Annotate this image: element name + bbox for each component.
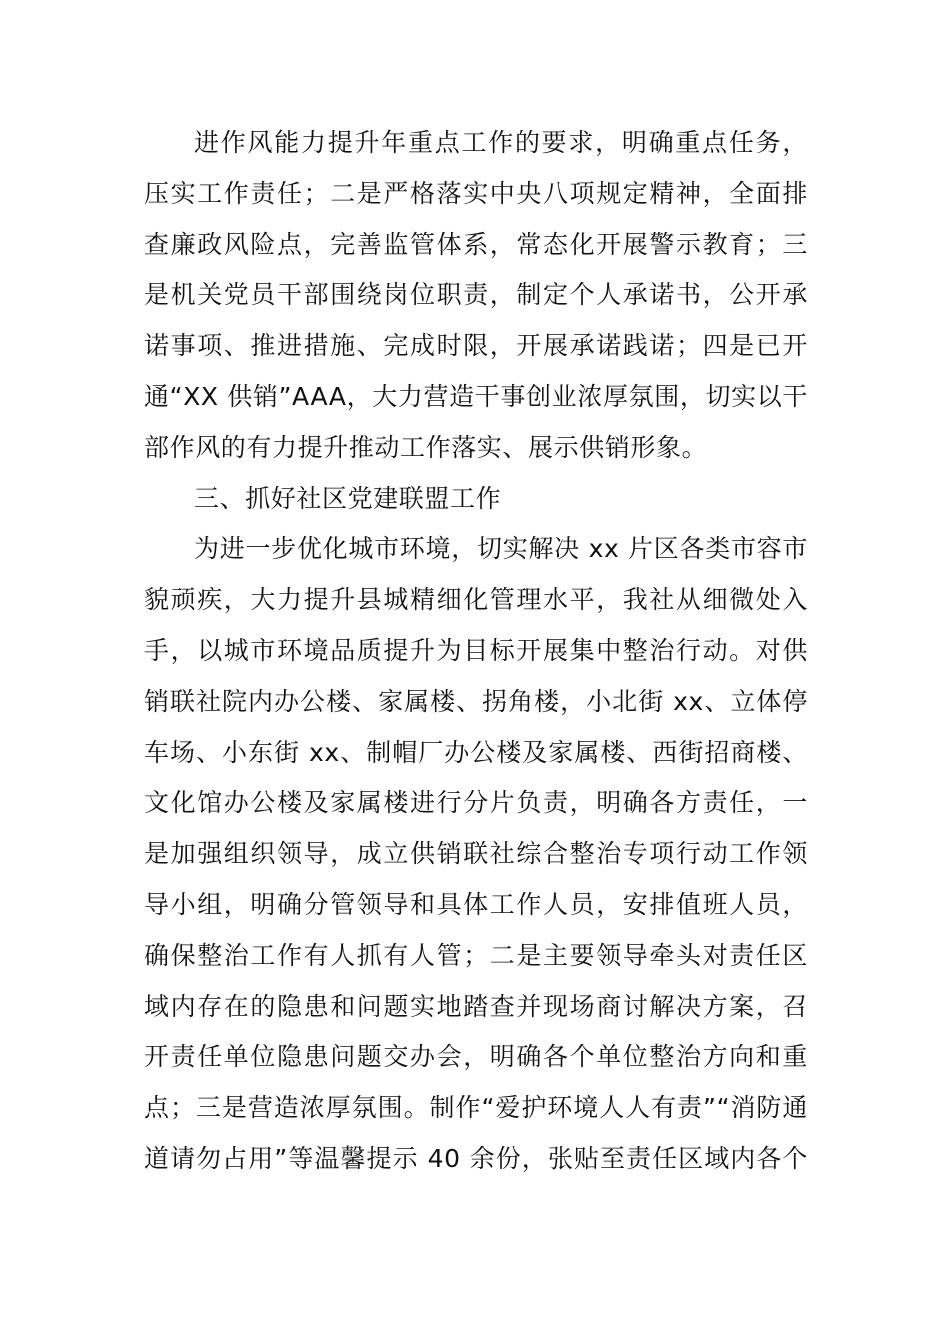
paragraph1-line-4: 是机关党员干部围绕岗位职责，制定个人承诺书，公开承 xyxy=(144,280,808,310)
paragraph1-line-2: 压实工作责任；二是严格落实中央八项规定精神，全面排 xyxy=(144,178,808,208)
paragraph1-line-6: 通“XX 供销”AAA，大力营造干事创业浓厚氛围，切实以干 xyxy=(144,381,808,411)
paragraph1-line-5: 诺事项、推进措施、完成时限，开展承诺践诺；四是已开 xyxy=(144,331,808,361)
paragraph2-line-9: 确保整治工作有人抓有人管；二是主要领导牵头对责任区 xyxy=(144,940,808,970)
document-body xyxy=(144,118,808,1185)
paragraph2-line-2: 貌顽疾，大力提升县城精细化管理水平，我社从细微处入 xyxy=(144,585,808,615)
paragraph2-line-1: 为进一步优化城市环境，切实解决 xx 片区各类市容市 xyxy=(194,534,808,564)
paragraph2-line-5: 车场、小东街 xx、制帽厂办公楼及家属楼、西街招商楼、 xyxy=(144,737,808,767)
paragraph2-line-8: 导小组，明确分管领导和具体工作人员，安排值班人员， xyxy=(144,889,808,919)
paragraph2-line-10: 域内存在的隐患和问题实地踏查并现场商讨解决方案，召 xyxy=(144,991,808,1021)
paragraph2-line-4: 销联社院内办公楼、家属楼、拐角楼，小北街 xx、立体停 xyxy=(144,686,808,716)
paragraph1-line-1: 进作风能力提升年重点工作的要求，明确重点任务， xyxy=(194,128,808,157)
paragraph2-line-7: 是加强组织领导，成立供销联社综合整治专项行动工作领 xyxy=(144,839,808,869)
section-heading: 三、抓好社区党建联盟工作 xyxy=(194,483,502,513)
paragraph2-line-3: 手，以城市环境品质提升为目标开展集中整治行动。对供 xyxy=(144,635,808,665)
paragraph1-line-3: 查廉政风险点，完善监管体系，常态化开展警示教育；三 xyxy=(144,229,808,259)
paragraph2-line-12: 点；三是营造浓厚氛围。制作“爱护环境人人有责”“消防通 xyxy=(144,1093,808,1123)
paragraph2-line-6: 文化馆办公楼及家属楼进行分片负责，明确各方责任，一 xyxy=(144,788,808,818)
paragraph2-line-11: 开责任单位隐患问题交办会，明确各个单位整治方向和重 xyxy=(144,1042,808,1072)
paragraph1-line-7: 部作风的有力提升推动工作落实、展示供销形象。 xyxy=(144,432,708,462)
paragraph2-line-13: 道请勿占用”等温馨提示 40 余份，张贴至责任区域内各个 xyxy=(144,1143,808,1173)
